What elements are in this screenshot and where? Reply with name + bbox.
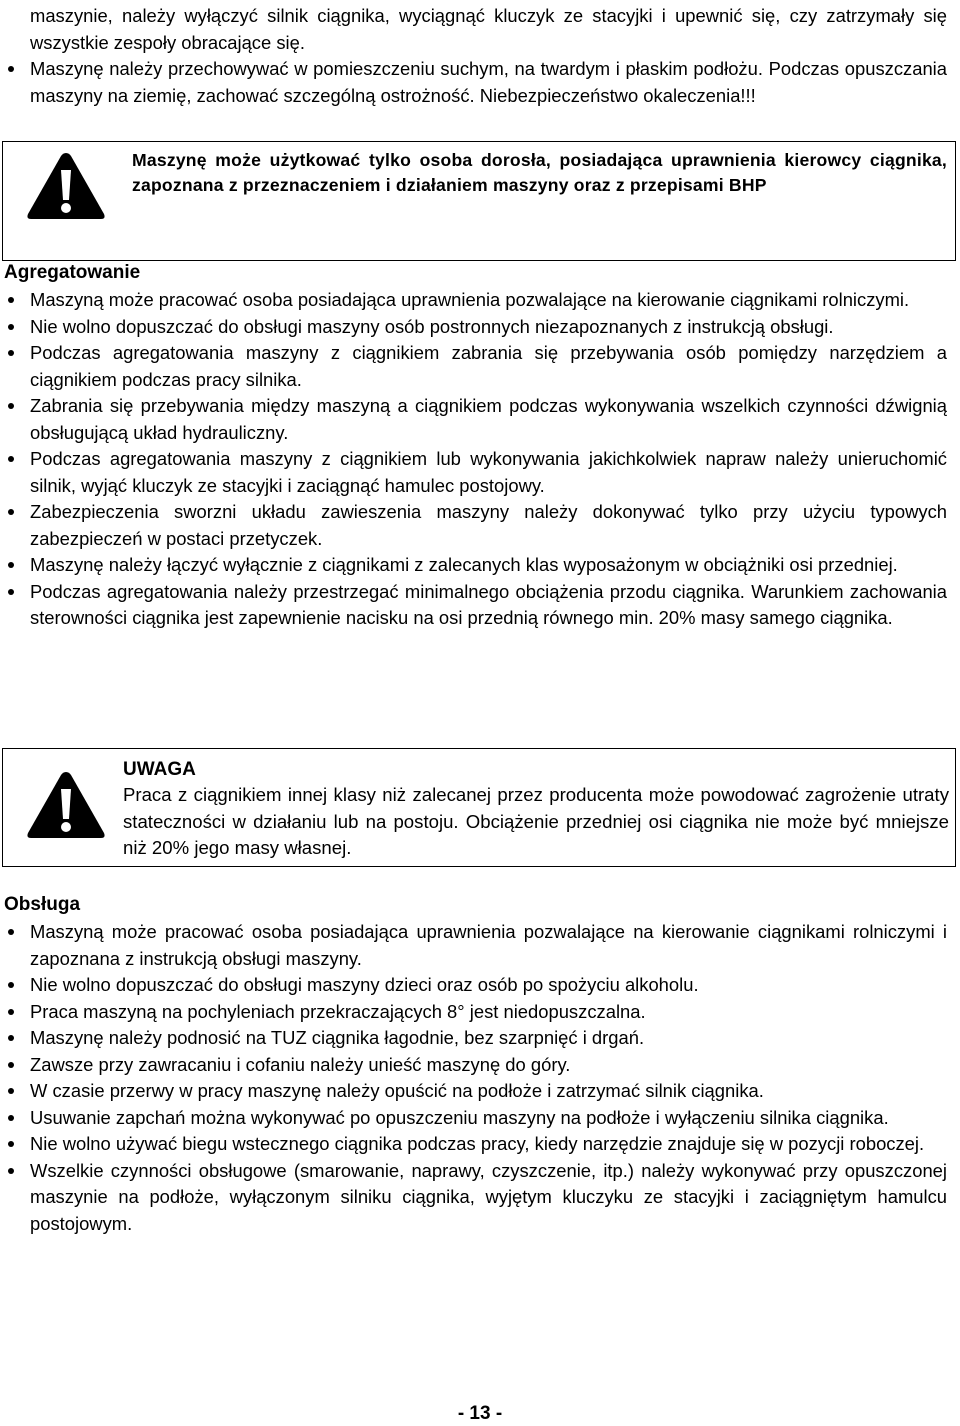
section-heading-obsluga: Obsługa [4, 894, 81, 915]
list-item: Podczas agregatowania należy przestrzegać minimalnego obciążenia przodu ciągnika. Warunkiem zachowania sterowności ciągnika jest zapewnienie nacisku na osi przednią równego min. 20% masy samego ciągnika. [30, 579, 947, 632]
list-item: Zabrania się przebywania między maszyną a ciągnikiem podczas wykonywania wszelkich czynności dźwignią obsługującą układ hydrauliczny. [30, 393, 947, 446]
list-item: Zawsze przy zawracaniu i cofaniu należy unieść maszynę do góry. [30, 1052, 947, 1079]
list-item: Nie wolno używać biegu wstecznego ciągnika podczas pracy, kiedy narzędzie znajduje się w pozycji roboczej. [30, 1131, 947, 1158]
list-item: Maszyną może pracować osoba posiadająca uprawnienia pozwalające na kierowanie ciągnikami rolniczymi i zapoznana z instrukcją obsługi maszyny. [30, 919, 947, 972]
warning-box-uwaga [2, 748, 956, 867]
list-item: Maszynę należy podnosić na TUZ ciągnika łagodnie, bez szarpnięć i drgań. [30, 1025, 947, 1052]
obsluga-block [30, 919, 947, 1237]
page-number: - 13 - [457, 1403, 503, 1424]
list-item: Praca maszyną na pochyleniach przekraczających 8° jest niedopuszczalna. [30, 999, 947, 1026]
list-item: Podczas agregatowania maszyny z ciągnikiem lub wykonywania jakichkolwiek napraw należy unieruchomić silnik, wyjąć kluczyk ze stacyjki i zaciągnąć hamulec postojowy. [30, 446, 947, 499]
list-item: Maszynę należy przechowywać w pomieszczeniu suchym, na twardym i płaskim podłożu. Podczas opuszczania maszyny na ziemię, zachować szczególną ostrożność. Niebezpieczeństwo okaleczenia!!! [30, 56, 947, 109]
intro-continued-line: maszynie, należy wyłączyć silnik ciągnika, wyciągnąć kluczyk ze stacyjki i upewnić się, czy zatrzymały się wszystkie zespoły obracające się. [30, 5, 947, 53]
obsluga-list [30, 919, 947, 1237]
list-item: Nie wolno dopuszczać do obsługi maszyny dzieci oraz osób po spożyciu alkoholu. [30, 972, 947, 999]
warning-title: UWAGA [123, 759, 196, 780]
intro-bullet-list [30, 56, 947, 109]
list-item: Maszyną może pracować osoba posiadająca uprawnienia pozwalające na kierowanie ciągnikami rolniczymi. [30, 287, 947, 314]
list-item: Nie wolno dopuszczać do obsługi maszyny osób postronnych niezapoznanych z instrukcją obsługi. [30, 314, 947, 341]
agregatowanie-block [30, 287, 947, 632]
warning-text: Praca z ciągnikiem innej klasy niż zalecanej przez producenta może powodować zagrożenie utraty stateczności w działaniu lub na postoju. Obciążenie przedniej osi ciągnika nie może być mniejsze niż 20% jego masy własnej. [123, 784, 949, 858]
section-heading-agregatowanie: Agregatowanie [4, 262, 141, 283]
list-item: Podczas agregatowania maszyny z ciągnikiem zabrania się przebywania osób pomiędzy narzędziem a ciągnikiem podczas pracy silnika. [30, 340, 947, 393]
warning-triangle-icon [25, 769, 107, 841]
list-item: Zabezpieczenia sworzni układu zawieszenia maszyny należy dokonywać tylko przy użyciu typowych zabezpieczeń w postaci przetyczek. [30, 499, 947, 552]
list-item: Maszynę należy łączyć wyłącznie z ciągnikami z zalecanych klas wyposażonym w obciążniki osi przedniej. [30, 552, 947, 579]
warning-text: Maszynę może użytkować tylko osoba dorosła, posiadająca uprawnienia kierowcy ciągnika, zapoznana z przeznaczeniem i działaniem maszyny oraz z przepisami BHP [132, 150, 947, 195]
list-item: Wszelkie czynności obsługowe (smarowanie, naprawy, czyszczenie, itp.) należy wykonywać przy opuszczonej maszynie na podłoże, wyłączonym silniku ciągnika, wyjętym kluczyku ze stacyjki i zaciągniętym hamulcu postojowym. [30, 1158, 947, 1238]
list-item: W czasie przerwy w pracy maszynę należy opuścić na podłoże i zatrzymać silnik ciągnika. [30, 1078, 947, 1105]
intro-block [30, 3, 947, 109]
list-item: Usuwanie zapchań można wykonywać po opuszczeniu maszyny na podłoże i wyłączeniu silnika ciągnika. [30, 1105, 947, 1132]
warning-triangle-icon [25, 150, 107, 222]
warning-box-adult-operator [2, 141, 956, 261]
agregatowanie-list [30, 287, 947, 632]
